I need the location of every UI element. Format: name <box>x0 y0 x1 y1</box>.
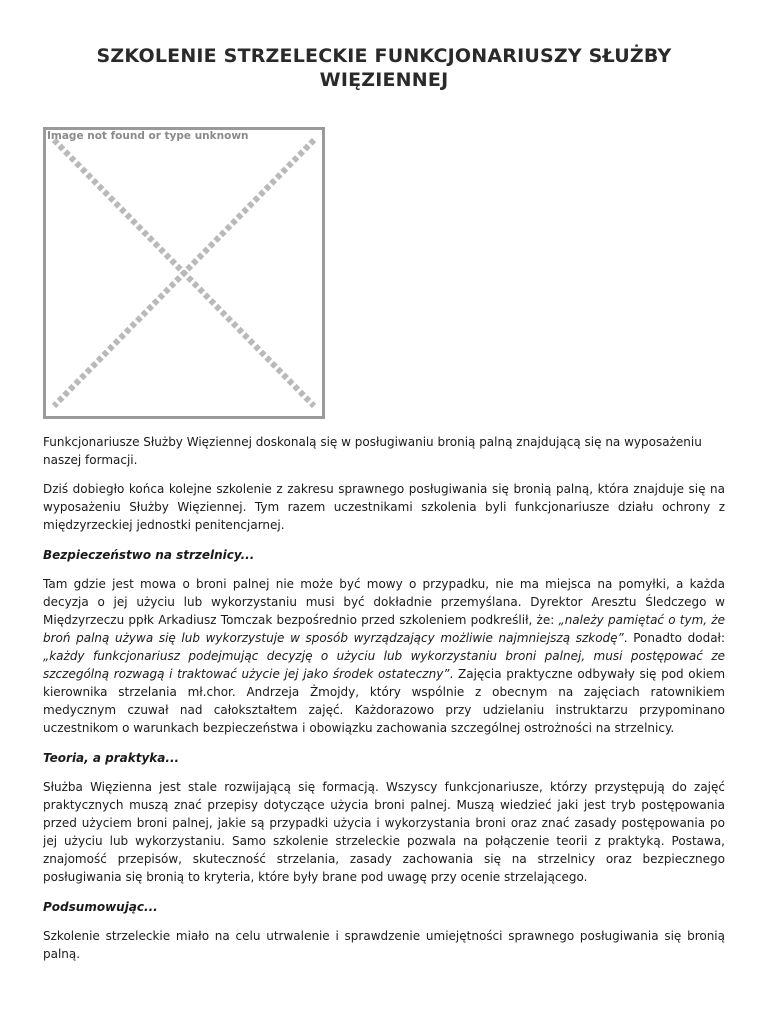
paragraph-2-text-b: . Ponadto dodał: <box>623 631 725 645</box>
broken-image-cross-icon <box>46 130 322 416</box>
paragraph-4: Szkolenie strzeleckie miało na celu utrwalenie i sprawdzenie umiejętności sprawnego posługiwania się bronią palną. <box>43 929 725 961</box>
broken-image-placeholder <box>43 127 325 419</box>
paragraph-2-text-a: Tam gdzie jest mowa o broni palnej nie może być mowy o przypadku, nie ma miejsca na pomyłki, a każda decyzja o jej użyciu lub wykorzystaniu musi być dokładnie przemyślana. Dyrektor Aresztu Śledczego w Międzyrzeczu ppłk Arkadiusz Tomczak bezpośrednio przed szkoleniem podkreślił, że: <box>43 577 725 627</box>
section-heading-safety: Bezpieczeństwo na strzelnicy... <box>43 548 255 562</box>
document-page <box>43 0 725 963</box>
paragraph-2-quote-1: „należy pamiętać o tym, że broń palną używa się lub wykorzystuje w sposób wyrządzający możliwie najmniejszą szkodę” <box>43 613 725 645</box>
section-heading-theory: Teoria, a praktyka... <box>43 751 180 765</box>
paragraph-1: Dziś dobiegło końca kolejne szkolenie z zakresu sprawnego posługiwania się bronią palną, która znajduje się na wyposażeniu Służby Więziennej. Tym razem uczestnikami szkolenia byli funkcjonariusze działu ochrony z międzyrzeckiej jednostki penitencjarnej. <box>43 482 725 532</box>
paragraph-3: Służba Więzienna jest stale rozwijającą się formacją. Wszyscy funkcjonariusze, którzy przystępują do zajęć praktycznych muszą znać przepisy dotyczące użycia broni palnej. Muszą wiedzieć jaki jest tryb postępowania przed użyciem broni palnej, jakie są przypadki użycia i wykorzystania broni oraz znać zasady postępowania po jej użyciu lub wykorzystaniu. Samo szkolenie strzeleckie pozwala na połączenie teorii z praktyką. Postawa, znajomość przepisów, skuteczność strzelania, zasady zachowania się na strzelnicy oraz bezpiecznego posługiwania się bronią to kryteria, które były brane pod uwagę przy ocenie strzelającego. <box>43 780 725 884</box>
image-alt-text: Image not found or type unknown <box>47 130 249 142</box>
paragraph-2 <box>43 575 725 737</box>
section-heading-summary: Podsumowując... <box>43 900 158 914</box>
document-title: SZKOLENIE STRZELECKIE FUNKCJONARIUSZY SŁUŻBY WIĘZIENNEJ <box>96 45 672 91</box>
paragraph-2-quote-2: „każdy funkcjonariusz podejmując decyzję o użyciu lub wykorzystaniu broni palnej, musi postępować ze szczególną rozwagą i traktować użycie jej jako środek ostateczny” <box>43 649 725 681</box>
paragraph-2-text-c: . Zajęcia praktyczne odbywały się pod okiem kierownika strzelania mł.chor. Andrzeja Żmojdy, który wspólnie z obecnym na zajęciach ratownikiem medycznym czuwał nad całokształtem zajęć. Każdorazowo przy udzielaniu instruktarzu przypominano uczestnikom o warunkach bezpieczeństwa i obowiązku zachowania szczególnej ostrożności na strzelnicy. <box>43 667 726 735</box>
intro-paragraph: Funkcjonariusze Służby Więziennej doskonalą się w posługiwaniu bronią palną znajdującą się na wyposażeniu naszej formacji. <box>43 435 702 467</box>
